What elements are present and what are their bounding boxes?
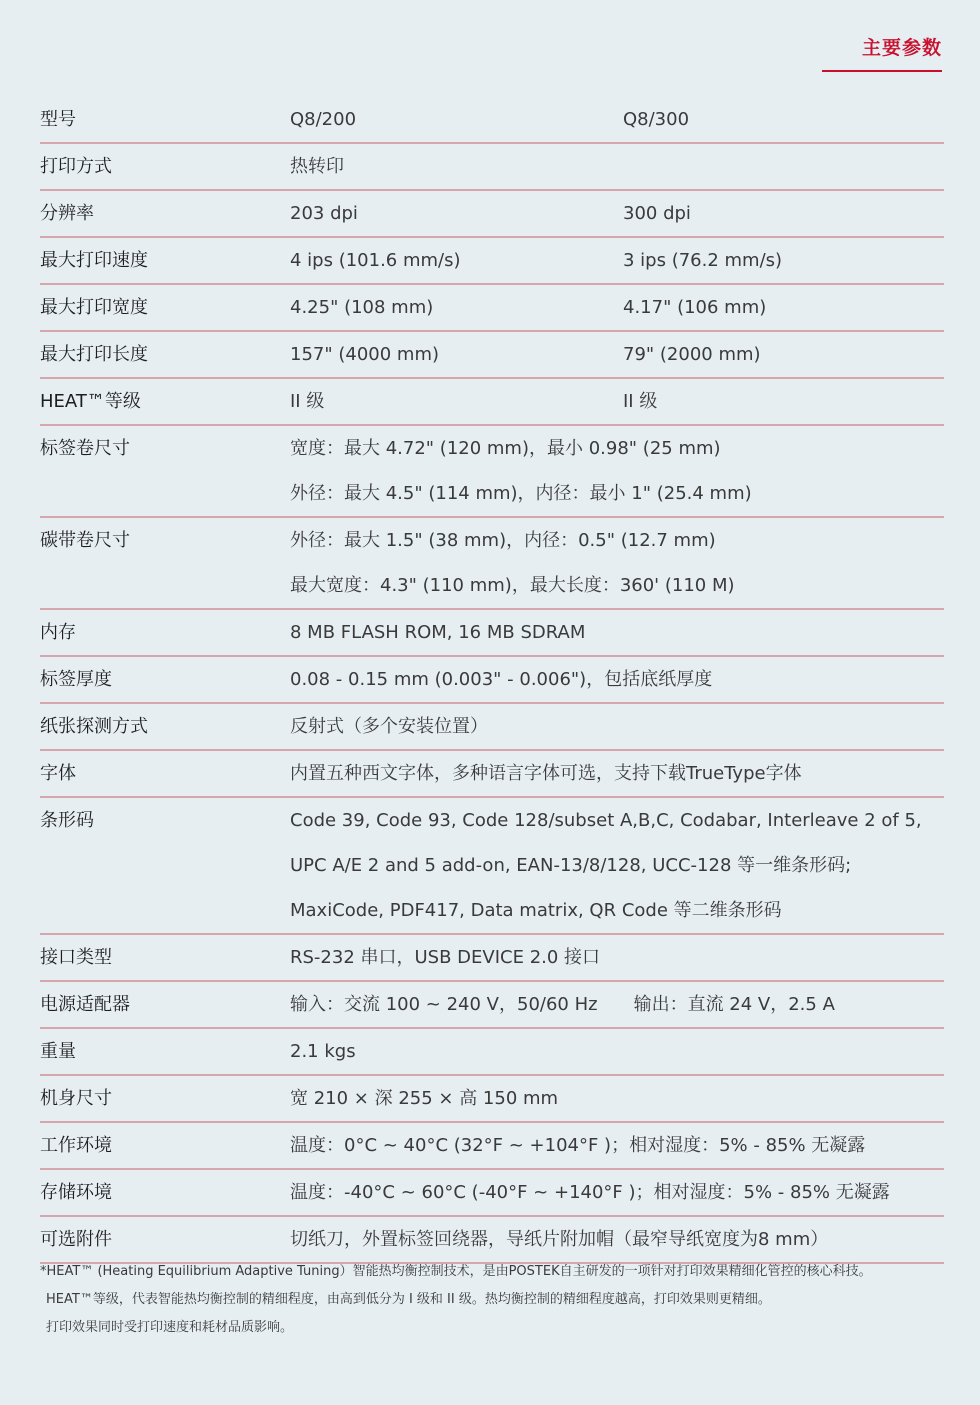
spec-value-alt: 79" (2000 mm) xyxy=(623,344,761,365)
footnote-line: HEAT™等级，代表智能热均衡控制的精细程度，由高到低分为 I 级和 II 级。热均衡控制的精细程度越高，打印效果则更精细。 xyxy=(46,1292,771,1307)
spec-row xyxy=(40,379,944,426)
spec-row-line xyxy=(40,982,944,1027)
spec-row-line xyxy=(40,888,944,933)
spec-value-alt: II 级 xyxy=(623,391,658,412)
spec-value: 温度：-40°C ~ 60°C (-40°F ~ +140°F )；相对湿度：5% - 85% 无凝露 xyxy=(290,1182,890,1203)
spec-value: 4.25" (108 mm) xyxy=(290,297,434,318)
spec-label: 分辨率 xyxy=(40,203,94,224)
spec-label: 机身尺寸 xyxy=(40,1088,112,1109)
spec-value: 输入：交流 100 ~ 240 V，50/60 Hz 输出：直流 24 V，2.5 A xyxy=(290,994,835,1015)
spec-row xyxy=(40,191,944,238)
spec-label: 可选附件 xyxy=(40,1229,112,1250)
spec-value: 内置五种西文字体，多种语言字体可选，支持下载TrueType字体 xyxy=(290,763,802,784)
spec-row xyxy=(40,1076,944,1123)
spec-value: 2.1 kgs xyxy=(290,1041,356,1062)
spec-row xyxy=(40,518,944,610)
spec-label: 打印方式 xyxy=(40,156,112,177)
footnote-line: 打印效果同时受打印速度和耗材品质影响。 xyxy=(46,1320,294,1335)
spec-row xyxy=(40,1170,944,1217)
spec-row-line xyxy=(40,751,944,796)
spec-value: 热转印 xyxy=(290,156,344,177)
spec-row-line xyxy=(40,238,944,283)
spec-row xyxy=(40,704,944,751)
spec-label: 最大打印长度 xyxy=(40,344,148,365)
spec-value: 宽 210 × 深 255 × 高 150 mm xyxy=(290,1088,559,1109)
spec-value: 切纸刀，外置标签回绕器，导纸片附加帽（最窄导纸宽度为8 mm） xyxy=(290,1229,829,1250)
spec-row xyxy=(40,144,944,191)
spec-value: UPC A/E 2 and 5 add-on, EAN-13/8/128, UCC-128 等一维条形码; xyxy=(290,855,852,876)
spec-row xyxy=(40,285,944,332)
spec-row-line xyxy=(40,1076,944,1121)
spec-row xyxy=(40,657,944,704)
spec-row-line xyxy=(40,379,944,424)
spec-value: 203 dpi xyxy=(290,203,358,224)
spec-row-line xyxy=(40,1123,944,1168)
spec-row-line xyxy=(40,935,944,980)
spec-value-alt: 3 ips (76.2 mm/s) xyxy=(623,250,783,271)
spec-label: 型号 xyxy=(40,109,76,130)
spec-row xyxy=(40,935,944,982)
spec-value: 宽度：最大 4.72" (120 mm)，最小 0.98" (25 mm) xyxy=(290,438,721,459)
spec-label: 最大打印宽度 xyxy=(40,297,148,318)
spec-label: HEAT™等级 xyxy=(40,391,141,412)
footnote xyxy=(40,1258,940,1342)
spec-value-alt: 300 dpi xyxy=(623,203,691,224)
spec-row-line xyxy=(40,1029,944,1074)
spec-value: RS-232 串口，USB DEVICE 2.0 接口 xyxy=(290,947,601,968)
spec-value-alt: Q8/300 xyxy=(623,109,690,130)
spec-value: 8 MB FLASH ROM, 16 MB SDRAM xyxy=(290,622,586,643)
spec-row xyxy=(40,1029,944,1076)
spec-label: 条形码 xyxy=(40,810,94,831)
spec-value: 0.08 - 0.15 mm (0.003" - 0.006")，包括底纸厚度 xyxy=(290,669,713,690)
spec-row-line xyxy=(40,657,944,702)
spec-row-line xyxy=(40,1217,944,1262)
spec-label: 工作环境 xyxy=(40,1135,112,1156)
spec-value: 外径：最大 4.5" (114 mm)，内径：最小 1" (25.4 mm) xyxy=(290,483,752,504)
spec-value: Code 39, Code 93, Code 128/subset A,B,C, Codabar, Interleave 2 of 5, xyxy=(290,810,922,831)
spec-row xyxy=(40,982,944,1029)
spec-value: 反射式（多个安装位置） xyxy=(290,716,488,737)
spec-row-line xyxy=(40,610,944,655)
spec-row xyxy=(40,751,944,798)
spec-value: 157" (4000 mm) xyxy=(290,344,440,365)
spec-table xyxy=(40,97,944,1264)
spec-row-line xyxy=(40,471,944,516)
spec-value: 4 ips (101.6 mm/s) xyxy=(290,250,461,271)
spec-label: 碳带卷尺寸 xyxy=(40,530,130,551)
spec-row-line xyxy=(40,1170,944,1215)
spec-label: 接口类型 xyxy=(40,947,112,968)
spec-row xyxy=(40,97,944,144)
spec-row-line xyxy=(40,97,944,142)
spec-row xyxy=(40,332,944,379)
spec-label: 电源适配器 xyxy=(40,994,130,1015)
spec-value: MaxiCode, PDF417, Data matrix, QR Code 等二维条形码 xyxy=(290,900,782,921)
spec-value: Q8/200 xyxy=(290,109,357,130)
spec-row xyxy=(40,426,944,518)
spec-row-line xyxy=(40,798,944,843)
spec-label: 标签厚度 xyxy=(40,669,112,690)
spec-value: 最大宽度：4.3" (110 mm)，最大长度：360' (110 M) xyxy=(290,575,735,596)
spec-row-line xyxy=(40,704,944,749)
spec-row xyxy=(40,1123,944,1170)
spec-label: 字体 xyxy=(40,763,76,784)
spec-label: 重量 xyxy=(40,1041,76,1062)
spec-label: 最大打印速度 xyxy=(40,250,148,271)
spec-value: II 级 xyxy=(290,391,325,412)
spec-row-line xyxy=(40,285,944,330)
spec-row-line xyxy=(40,563,944,608)
spec-label: 存储环境 xyxy=(40,1182,112,1203)
page-header-title: 主要参数 xyxy=(861,37,942,59)
spec-row xyxy=(40,238,944,285)
spec-row-line xyxy=(40,518,944,563)
spec-label: 标签卷尺寸 xyxy=(40,438,130,459)
spec-value-alt: 4.17" (106 mm) xyxy=(623,297,767,318)
spec-row xyxy=(40,610,944,657)
footnote-line: *HEAT™ (Heating Equilibrium Adaptive Tuning）智能热均衡控制技术，是由POSTEK自主研发的一项针对打印效果精细化管控的核心科技。 xyxy=(40,1264,872,1279)
spec-label: 纸张探测方式 xyxy=(40,716,148,737)
spec-value: 温度：0°C ~ 40°C (32°F ~ +104°F )；相对湿度：5% - 85% 无凝露 xyxy=(290,1135,866,1156)
spec-row xyxy=(40,1217,944,1264)
spec-row xyxy=(40,798,944,935)
spec-value: 外径：最大 1.5" (38 mm)，内径：0.5" (12.7 mm) xyxy=(290,530,716,551)
spec-row-line xyxy=(40,332,944,377)
spec-row-line xyxy=(40,843,944,888)
spec-label: 内存 xyxy=(40,622,76,643)
header-underline xyxy=(822,70,942,72)
spec-row-line xyxy=(40,426,944,471)
spec-row-line xyxy=(40,191,944,236)
spec-row-line xyxy=(40,144,944,189)
